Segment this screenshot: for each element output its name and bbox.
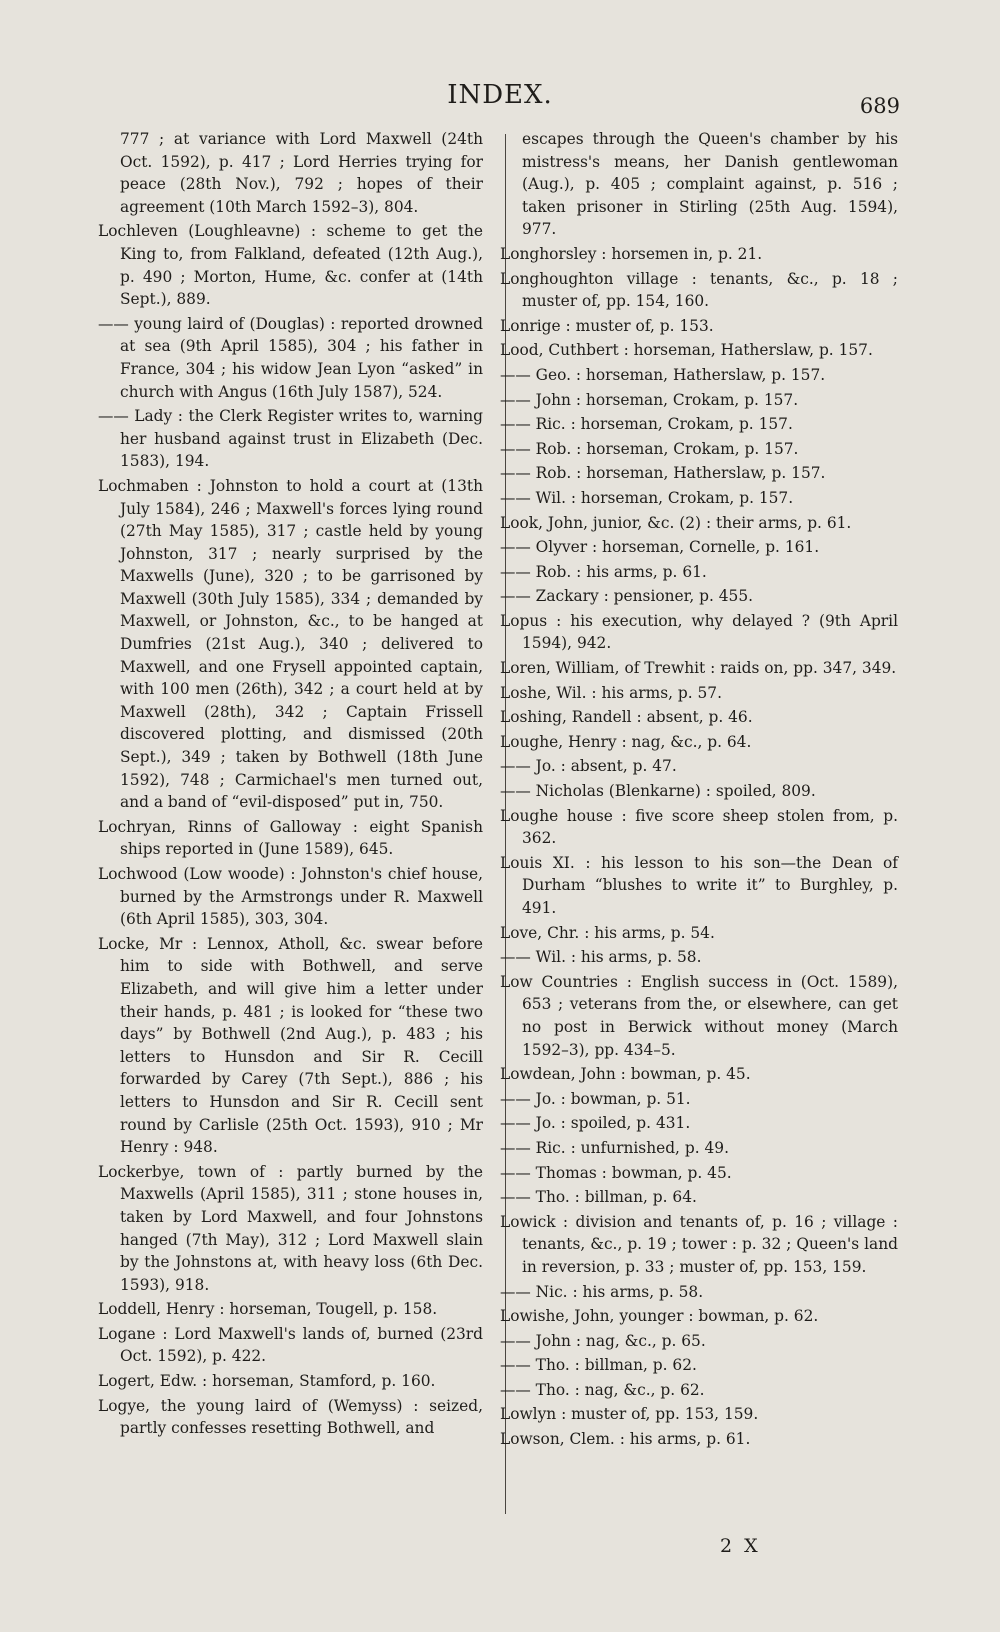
index-entry: —— Tho. : billman, p. 62. bbox=[500, 1356, 697, 1375]
index-entry: 777 ; at variance with Lord Maxwell (24th Oct. 1592), p. 417 ; Lord Herries trying for peace (28th Nov.), 792 ; hopes of their agreement (10th March 1592–3), 804. bbox=[120, 130, 483, 216]
index-entry: —— young laird of (Douglas) : reported drowned at sea (9th April 1585), 304 ; his father in France, 304 ; his widow Jean Lyon “asked” in church with Angus (16th July 1587), 524. bbox=[98, 314, 483, 401]
index-entry: Logert, Edw. : horseman, Stamford, p. 160. bbox=[98, 1372, 436, 1391]
index-entry: —— Rob. : his arms, p. 61. bbox=[500, 562, 707, 581]
index-entry: —— Tho. : nag, &c., p. 62. bbox=[500, 1380, 705, 1399]
page-title: INDEX. bbox=[447, 80, 553, 110]
index-entry: Louis XI. : his lesson to his son—the Dean of Durham “blushes to write it” to Burghley, p. 491. bbox=[500, 853, 898, 917]
index-entry: Lowishe, John, younger : bowman, p. 62. bbox=[500, 1307, 819, 1326]
index-entry: —— Jo. : spoiled, p. 431. bbox=[500, 1114, 691, 1133]
index-entry: —— Wil. : his arms, p. 58. bbox=[500, 948, 702, 967]
index-entry: Lockerbye, town of : partly burned by the Maxwells (April 1585), 311 ; stone houses in, taken by Lord Maxwell, and four Johnstons hanged (7th May), 312 ; Lord Maxwell slain by the Johnstons at, with heavy loss (6th Dec. 1593), 918. bbox=[98, 1162, 483, 1294]
index-entry: Lochleven (Loughleavne) : scheme to get the King to, from Falkland, defeated (12th Aug.), p. 490 ; Morton, Hume, &c. confer at (14th Sept.), 889. bbox=[98, 222, 483, 309]
right-column bbox=[500, 128, 898, 1453]
left-column bbox=[98, 128, 483, 1442]
page-header bbox=[0, 80, 1000, 120]
index-entry: —— Geo. : horseman, Hatherslaw, p. 157. bbox=[500, 365, 826, 384]
index-entry: Love, Chr. : his arms, p. 54. bbox=[500, 923, 715, 942]
index-entry: —— Jo. : absent, p. 47. bbox=[500, 757, 677, 776]
index-entry: Lood, Cuthbert : horseman, Hatherslaw, p. 157. bbox=[500, 341, 873, 360]
index-entry: —— Tho. : billman, p. 64. bbox=[500, 1188, 697, 1207]
index-entry: Loshing, Randell : absent, p. 46. bbox=[500, 708, 753, 727]
index-entry: Low Countries : English success in (Oct. 1589), 653 ; veterans from the, or elsewhere, can get no post in Berwick without money (March 1592–3), pp. 434–5. bbox=[500, 972, 898, 1059]
index-entry: Look, John, junior, &c. (2) : their arms, p. 61. bbox=[500, 513, 852, 532]
index-entry: Locke, Mr : Lennox, Atholl, &c. swear before him to side with Bothwell, and serve Elizabeth, and will give him a letter under their hands, p. 481 ; is looked for “these two days” by Bothwell (2nd Aug.), p. 483 ; his letters to Hunsdon and Sir R. Cecill forwarded by Carey (7th Sept.), 886 ; his letters to Hunsdon and Sir R. Cecill sent round by Carlisle (25th Oct. 1593), 910 ; Mr Henry : 948. bbox=[98, 934, 483, 1157]
index-entry: escapes through the Queen's chamber by his mistress's means, her Danish gentlewoman (Aug.), p. 405 ; complaint against, p. 516 ; taken prisoner in Stirling (25th Aug. 1594), 977. bbox=[522, 130, 898, 239]
index-entry: Loughe house : five score sheep stolen from, p. 362. bbox=[500, 806, 898, 848]
index-entry: Loshe, Wil. : his arms, p. 57. bbox=[500, 683, 722, 702]
index-entry: —— John : nag, &c., p. 65. bbox=[500, 1331, 706, 1350]
index-entry: Longhorsley : horsemen in, p. 21. bbox=[500, 244, 763, 263]
index-entry: —— Thomas : bowman, p. 45. bbox=[500, 1163, 732, 1182]
index-entry: Longhoughton village : tenants, &c., p. 18 ; muster of, pp. 154, 160. bbox=[500, 269, 898, 311]
index-entry: —— Nic. : his arms, p. 58. bbox=[500, 1282, 704, 1301]
index-entry: Logye, the young laird of (Wemyss) : seized, partly confesses resetting Bothwell, and bbox=[98, 1396, 483, 1438]
index-entry: Lowson, Clem. : his arms, p. 61. bbox=[500, 1430, 751, 1449]
index-entry: —— John : horseman, Crokam, p. 157. bbox=[500, 390, 799, 409]
index-entry: Lowick : division and tenants of, p. 16 ; village : tenants, &c., p. 19 ; tower : p. 32 ; Queen's land in reversion, p. 33 ; muster of, pp. 153, 159. bbox=[500, 1212, 898, 1276]
index-entry: Lowlyn : muster of, pp. 153, 159. bbox=[500, 1405, 759, 1424]
index-entry: —— Nicholas (Blenkarne) : spoiled, 809. bbox=[500, 782, 816, 801]
index-entry: Logane : Lord Maxwell's lands of, burned (23rd Oct. 1592), p. 422. bbox=[98, 1324, 483, 1366]
index-entry: —— Jo. : bowman, p. 51. bbox=[500, 1089, 691, 1108]
index-entry: Lonrige : muster of, p. 153. bbox=[500, 316, 714, 335]
index-entry: —— Zackary : pensioner, p. 455. bbox=[500, 587, 754, 606]
index-entry: Loren, William, of Trewhit : raids on, pp. 347, 349. bbox=[500, 659, 897, 678]
index-entry: —— Wil. : horseman, Crokam, p. 157. bbox=[500, 488, 794, 507]
index-entry: —— Ric. : unfurnished, p. 49. bbox=[500, 1138, 729, 1157]
index-entry: Lowdean, John : bowman, p. 45. bbox=[500, 1065, 751, 1084]
index-entry: Lopus : his execution, why delayed ? (9th April 1594), 942. bbox=[500, 611, 898, 653]
index-entry: Loddell, Henry : horseman, Tougell, p. 158. bbox=[98, 1300, 438, 1319]
index-entry: Lochmaben : Johnston to hold a court at (13th July 1584), 246 ; Maxwell's forces lying round (27th May 1585), 317 ; castle held by young Johnston, 317 ; nearly surprised by the Maxwells (June), 320 ; to be garrisoned by Maxwell (30th July 1585), 334 ; demanded by Maxwell, or Johnston, &c., to be hanged at Dumfries (21st Aug.), 340 ; delivered to Maxwell, and one Frysell appointed captain, with 100 men (26th), 342 ; a court held at by Maxwell (28th), 342 ; Captain Frissell discovered plotting, and dismissed (20th Sept.), 349 ; taken by Bothwell (18th June 1592), 748 ; Carmichael's men turned out, and a band of “evil-disposed” put in, 750. bbox=[98, 476, 483, 812]
signature-mark: 2 X bbox=[720, 1535, 761, 1557]
index-entry: —— Ric. : horseman, Crokam, p. 157. bbox=[500, 415, 793, 434]
index-entry: —— Olyver : horseman, Cornelle, p. 161. bbox=[500, 538, 820, 557]
page-number: 689 bbox=[859, 94, 900, 118]
index-entry: Lochryan, Rinns of Galloway : eight Spanish ships reported in (June 1589), 645. bbox=[98, 817, 483, 859]
index-entry: —— Rob. : horseman, Crokam, p. 157. bbox=[500, 439, 799, 458]
index-entry: —— Rob. : horseman, Hatherslaw, p. 157. bbox=[500, 464, 826, 483]
index-entry: Loughe, Henry : nag, &c., p. 64. bbox=[500, 732, 752, 751]
index-entry: Lochwood (Low woode) : Johnston's chief house, burned by the Armstrongs under R. Maxwell (6th April 1585), 303, 304. bbox=[98, 865, 483, 929]
index-entry: —— Lady : the Clerk Register writes to, warning her husband against trust in Elizabeth (Dec. 1583), 194. bbox=[98, 407, 483, 471]
